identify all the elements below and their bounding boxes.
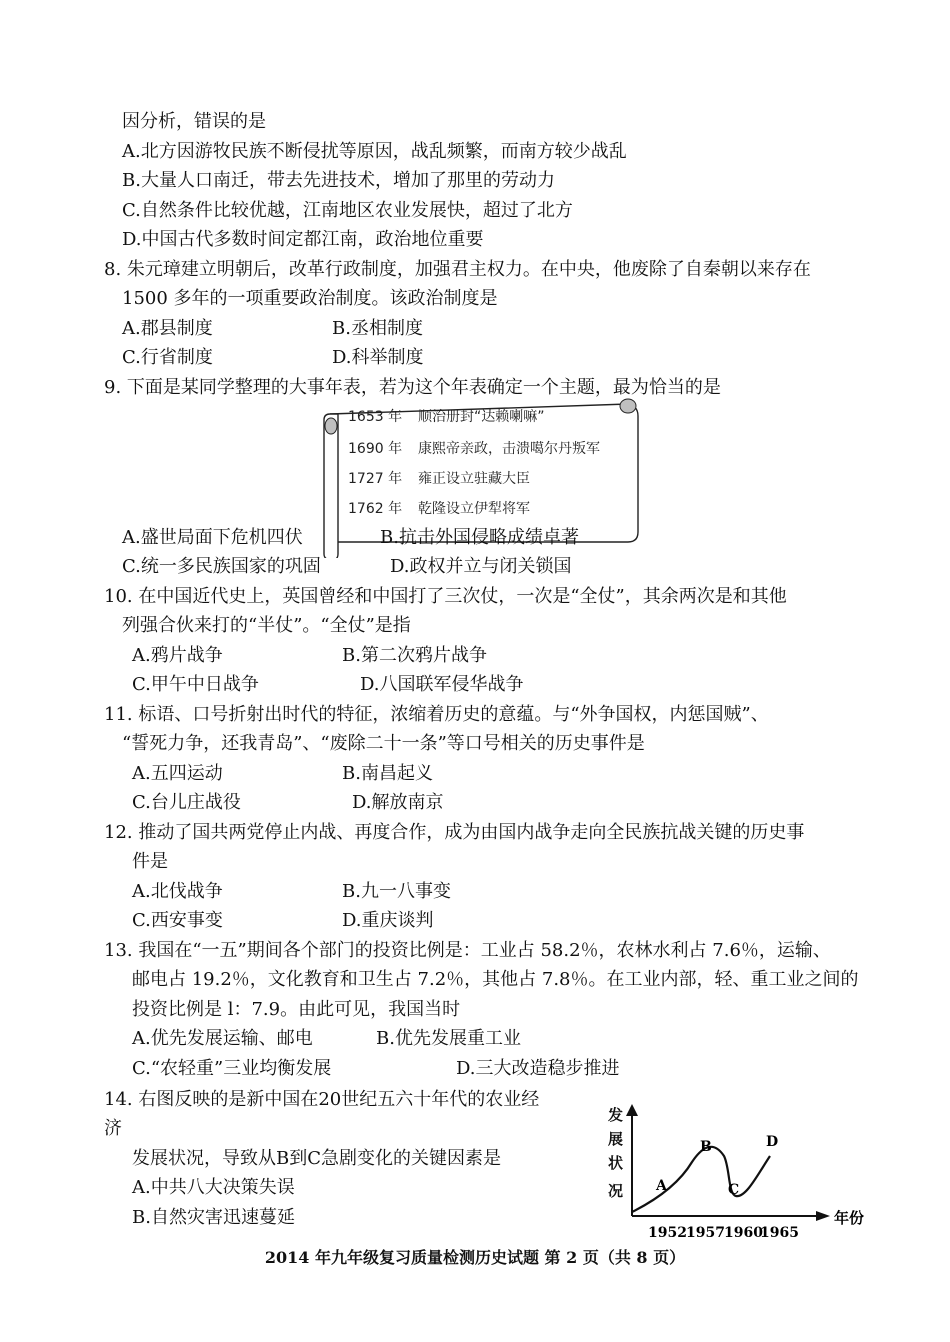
- q13-option-d: D.三大改造稳步推进: [456, 1058, 620, 1079]
- q9-option-a: A.盛世局面下危机四伏: [122, 527, 303, 548]
- x-axis-label: 年份: [834, 1209, 865, 1227]
- q11-option-a: A.五四运动: [132, 763, 223, 784]
- q8-option-a: A.郡县制度: [122, 318, 213, 339]
- q9-stem: 9. 下面是某同学整理的大事年表，若为这个年表确定一个主题，最为恰当的是: [104, 377, 721, 398]
- q13-option-b: B.优先发展重工业: [376, 1028, 521, 1049]
- timeline-year-4: 1762 年: [348, 501, 403, 517]
- q12-stem-line2: 件是: [132, 851, 168, 872]
- q14-stem-line1: 14. 右图反映的是新中国在20世纪五六十年代的农业经: [104, 1089, 540, 1110]
- q8-option-c: C.行省制度: [122, 347, 213, 368]
- q9-option-b: B.抗击外国侵略成绩卓著: [380, 527, 579, 548]
- q14-option-b: B.自然灾害迅速蔓延: [132, 1207, 295, 1228]
- agriculture-development-graph: [600, 1098, 900, 1243]
- q13-option-a: A.优先发展运输、邮电: [132, 1028, 313, 1049]
- point-label-a: A: [656, 1178, 667, 1194]
- timeline-year-1: 1653 年: [348, 409, 403, 425]
- q11-option-c: C.台儿庄战役: [132, 792, 241, 813]
- q9-option-c: C.统一多民族国家的巩固: [122, 556, 321, 577]
- q12-stem-line1: 12. 推动了国共两党停止内战、再度合作，成为由国内战争走向全民族抗战关键的历史事: [104, 822, 805, 843]
- q13-stem-line3: 投资比例是 l：7.9。由此可见，我国当时: [132, 999, 461, 1020]
- timeline-event-4: 乾隆设立伊犁将军: [418, 501, 530, 517]
- q8-option-b: B.丞相制度: [332, 318, 423, 339]
- q14-stem-line2: 济: [104, 1118, 122, 1139]
- q12-option-d: D.重庆谈判: [342, 910, 434, 931]
- timeline-event-3: 雍正设立驻藏大臣: [418, 471, 530, 487]
- q7-stem-tail: 因分析，错误的是: [122, 111, 266, 132]
- development-curve: [632, 1147, 770, 1212]
- q12-option-c: C.西安事变: [132, 910, 223, 931]
- q7-option-c: C.自然条件比较优越，江南地区农业发展快，超过了北方: [122, 200, 573, 221]
- y-label-char-4: 况: [608, 1182, 624, 1200]
- point-label-d: D: [766, 1134, 779, 1150]
- q7-option-b: B.大量人口南迁，带去先进技术，增加了那里的劳动力: [122, 170, 555, 191]
- x-tick-1965: 1965: [760, 1225, 799, 1241]
- q8-option-d: D.科举制度: [332, 347, 424, 368]
- q10-option-d: D.八国联军侵华战争: [360, 674, 524, 695]
- q10-option-c: C.甲午中日战争: [132, 674, 259, 695]
- q11-stem-line2: “誓死力争，还我青岛”、“废除二十一条”等口号相关的历史事件是: [122, 733, 645, 754]
- x-tick-1957: 1957: [686, 1225, 725, 1241]
- x-tick-1960: 1960: [724, 1225, 763, 1241]
- point-label-b: B: [700, 1139, 712, 1155]
- timeline-event-1: 顺治册封“达赖喇嘛”: [418, 409, 545, 425]
- q9-option-d: D.政权并立与闭关锁国: [390, 556, 572, 577]
- q10-stem-line1: 10. 在中国近代史上，英国曾经和中国打了三次仗，一次是“全仗”，其余两次是和其他: [104, 586, 787, 607]
- q13-stem-line1: 13. 我国在“一五”期间各个部门的投资比例是：工业占 58.2％，农林水利占 7.6％，运输、: [104, 940, 831, 961]
- y-label-char-3: 状: [608, 1154, 624, 1172]
- point-label-c: C: [728, 1182, 740, 1198]
- q14-option-a: A.中共八大决策失误: [132, 1177, 295, 1198]
- timeline-year-3: 1727 年: [348, 471, 403, 487]
- q13-stem-line2: 邮电占 19.2％，文化教育和卫生占 7.2％，其他占 7.8％。在工业内部，轻、重工业之间的: [132, 969, 859, 990]
- y-label-char-2: 展: [608, 1130, 624, 1148]
- q11-stem-line1: 11. 标语、口号折射出时代的特征，浓缩着历史的意蕴。与“外争国权，内惩国贼”、: [104, 704, 769, 725]
- q12-option-b: B.九一八事变: [342, 881, 451, 902]
- x-axis-arrow: [816, 1211, 830, 1221]
- q8-stem-line2: 1500 多年的一项重要政治制度。该政治制度是: [122, 288, 498, 309]
- y-axis-arrow: [626, 1104, 638, 1116]
- page-footer: 2014 年九年级复习质量检测历史试题 第 2 页（共 8 页）: [264, 1248, 686, 1267]
- q12-option-a: A.北伐战争: [132, 881, 223, 902]
- q8-stem-line1: 8. 朱元璋建立明朝后，改革行政制度，加强君主权力。在中央，他废除了自秦朝以来存在: [104, 259, 811, 280]
- timeline-event-2: 康熙帝亲政，击溃噶尔丹叛军: [418, 441, 600, 457]
- q7-option-d: D.中国古代多数时间定都江南，政治地位重要: [122, 229, 484, 250]
- x-tick-1952: 1952: [648, 1225, 687, 1241]
- q10-option-a: A.鸦片战争: [132, 645, 223, 666]
- y-label-char-1: 发: [608, 1106, 624, 1124]
- q7-option-a: A.北方因游牧民族不断侵扰等原因，战乱频繁，而南方较少战乱: [122, 141, 627, 162]
- timeline-year-2: 1690 年: [348, 441, 403, 457]
- q13-option-c: C.“农轻重”三业均衡发展: [132, 1058, 332, 1079]
- q10-option-b: B.第二次鸦片战争: [342, 645, 487, 666]
- q10-stem-line2: 列强合伙来打的“半仗”。“全仗”是指: [122, 615, 411, 636]
- q14-stem-line3: 发展状况，导致从B到C急剧变化的关键因素是: [132, 1148, 501, 1169]
- q11-option-b: B.南昌起义: [342, 763, 433, 784]
- q11-option-d: D.解放南京: [352, 792, 444, 813]
